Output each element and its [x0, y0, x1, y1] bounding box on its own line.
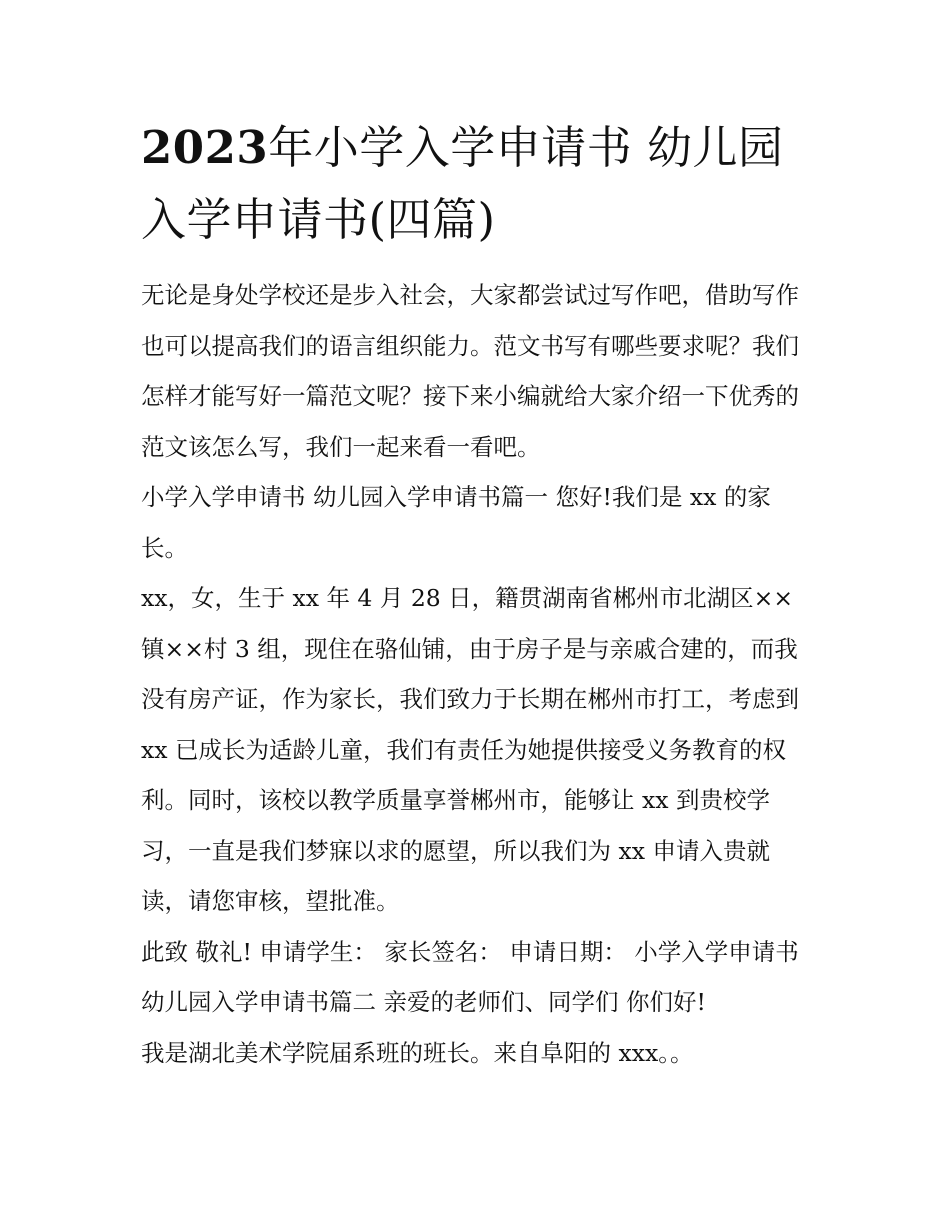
title-text: 年小学入学申请书 幼儿园入学申请书(四篇)	[141, 121, 784, 246]
paragraph-letter-two-body: 我是湖北美术学院届系班的班长。来自阜阳的 xxx。。	[141, 1038, 694, 1067]
paragraph-letter-one-opening: 小学入学申请书 幼儿园入学申请书篇一 您好!我们是 xx 的家长。	[141, 483, 771, 562]
paragraph-intro: 无论是身处学校还是步入社会，大家都尝试过写作吧，借助写作也可以提高我们的语言组织能力。范文书写有哪些要求呢？我们怎样才能写好一篇范文呢？接下来小编就给大家介绍一下优秀的范文该怎么写，我们一起来看一看吧。	[141, 281, 799, 461]
document-body	[141, 112, 813, 1078]
paragraph-letter-one-body: xx，女，生于 xx 年 4 月 28 日，籍贯湖南省郴州市北湖区××镇××村 3 组，现住在骆仙铺，由于房子是与亲戚合建的，而我没有房产证，作为家长，我们致力于长期在郴州市打工，考虑到 xx 已成长为适龄儿童，我们有责任为她提供接受义务教育的权利。同时，该校以教学质量享誉郴州市，能够让 xx 到贵校学习，一直是我们梦寐以求的愿望，所以我们为 xx 申请入贵就读，请您审核，望批准。	[141, 584, 799, 915]
paragraph-closing-and-letter-two: 此致 敬礼! 申请学生： 家长签名： 申请日期： 小学入学申请书 幼儿园入学申请书篇二 亲爱的老师们、同学们 你们好!	[141, 937, 799, 1016]
title-year: 2023	[141, 121, 269, 174]
document-title	[141, 112, 813, 256]
